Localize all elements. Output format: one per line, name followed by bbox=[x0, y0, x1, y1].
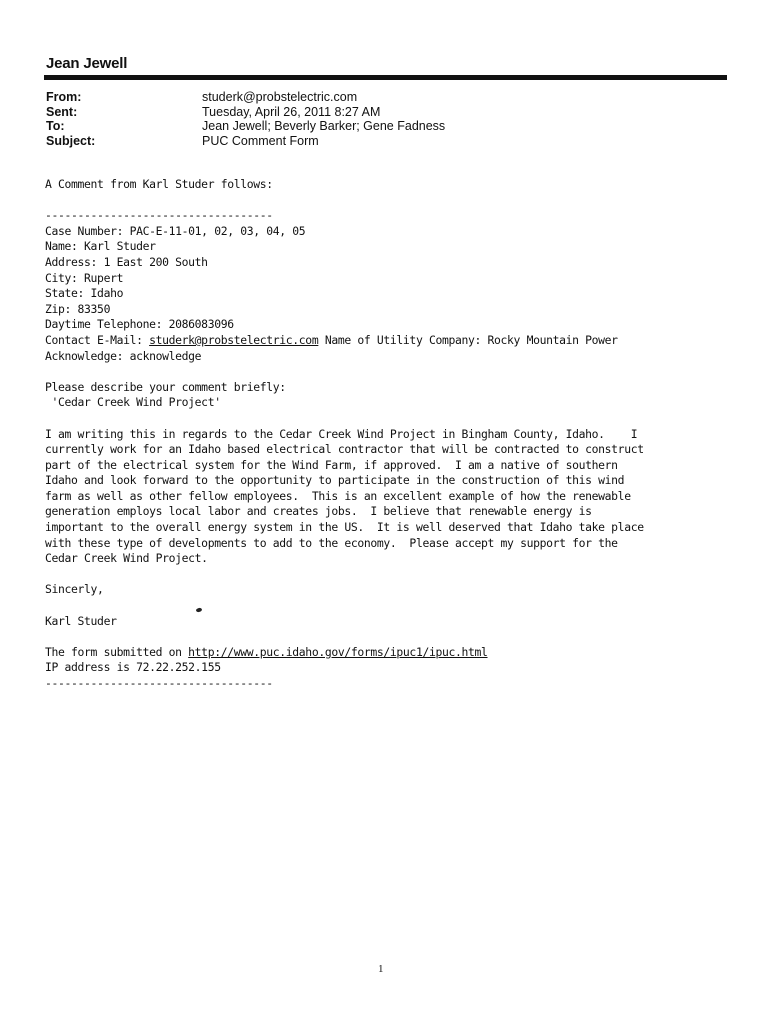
form-prefix: The form submitted on bbox=[45, 644, 189, 659]
spacer bbox=[45, 193, 745, 209]
page-number: 1 bbox=[378, 963, 384, 975]
case-number-line: Case Number: PAC-E-11-01, 02, 03, 04, 05 bbox=[45, 223, 306, 238]
spacer bbox=[45, 598, 745, 614]
form-url-line bbox=[45, 645, 745, 661]
comment-line: with these type of developments to add to the economy. Please accept my support for the bbox=[45, 535, 618, 550]
from-row bbox=[46, 90, 445, 105]
spacer bbox=[45, 567, 745, 583]
email-link[interactable]: studerk@probstelectric.com bbox=[149, 332, 319, 347]
spacer bbox=[45, 364, 745, 380]
utility-suffix: Name of Utility Company: Rocky Mountain Power bbox=[318, 332, 618, 347]
comment-line: Cedar Creek Wind Project. bbox=[45, 551, 208, 566]
from-label: From: bbox=[46, 90, 82, 104]
comment-line: I am writing this in regards to the Cedar Creek Wind Project in Bingham County, Idaho. I bbox=[45, 426, 638, 441]
subject-label: Subject: bbox=[46, 133, 96, 148]
sender-name: Jean Jewell bbox=[46, 55, 128, 72]
intro-line: A Comment from Karl Studer follows: bbox=[45, 177, 273, 191]
email-prefix: Contact E-Mail: bbox=[45, 332, 150, 347]
form-url-link[interactable]: http://www.puc.idaho.gov/forms/ipuc1/ipuc.html bbox=[188, 644, 488, 659]
acknowledge-line: Acknowledge: acknowledge bbox=[45, 348, 202, 363]
name-line: Name: Karl Studer bbox=[45, 239, 156, 254]
email-utility-line bbox=[45, 333, 745, 349]
comment-line: farm as well as other fellow employees. This is an excellent example of how the renewable bbox=[45, 488, 631, 503]
header-rule bbox=[44, 75, 727, 80]
comment-line: Idaho and look forward to the opportunity to participate in the construction of this wind bbox=[45, 473, 625, 488]
state-line: State: Idaho bbox=[45, 286, 124, 301]
comment-line: important to the overall energy system in the US. It is well deserved that Idaho take place bbox=[45, 520, 644, 535]
sent-value: Tuesday, April 26, 2011 8:27 AM bbox=[202, 104, 381, 119]
brief-description-line: 'Cedar Creek Wind Project' bbox=[45, 395, 221, 410]
describe-prompt-line: Please describe your comment briefly: bbox=[45, 379, 286, 394]
comment-line: currently work for an Idaho based electrical contractor that will be contracted to construct bbox=[45, 442, 644, 457]
divider-line: ----------------------------------- bbox=[45, 208, 273, 223]
subject-value: PUC Comment Form bbox=[202, 133, 319, 148]
signature-line: Karl Studer bbox=[45, 613, 117, 628]
sent-row bbox=[46, 105, 445, 120]
subject-row bbox=[46, 134, 445, 149]
sent-label: Sent: bbox=[46, 104, 78, 119]
closing-line: Sincerly, bbox=[45, 582, 104, 597]
city-line: City: Rupert bbox=[45, 270, 124, 285]
email-headers bbox=[46, 90, 445, 148]
comment-line: generation employs local labor and creates jobs. I believe that renewable energy is bbox=[45, 504, 592, 519]
zip-line: Zip: 83350 bbox=[45, 301, 111, 316]
spacer bbox=[45, 629, 745, 645]
ip-address-line: IP address is 72.22.252.155 bbox=[45, 660, 221, 675]
to-row bbox=[46, 119, 445, 134]
spacer bbox=[45, 411, 745, 427]
from-value: studerk@probstelectric.com bbox=[202, 90, 358, 104]
to-label: To: bbox=[46, 119, 65, 133]
email-body bbox=[45, 177, 745, 692]
comment-line: part of the electrical system for the Wind Farm, if approved. I am a native of southern bbox=[45, 457, 618, 472]
to-value: Jean Jewell; Beverly Barker; Gene Fadness bbox=[202, 119, 446, 133]
end-divider-line: ----------------------------------- bbox=[45, 676, 273, 690]
telephone-line: Daytime Telephone: 2086083096 bbox=[45, 317, 234, 332]
address-line: Address: 1 East 200 South bbox=[45, 254, 208, 269]
